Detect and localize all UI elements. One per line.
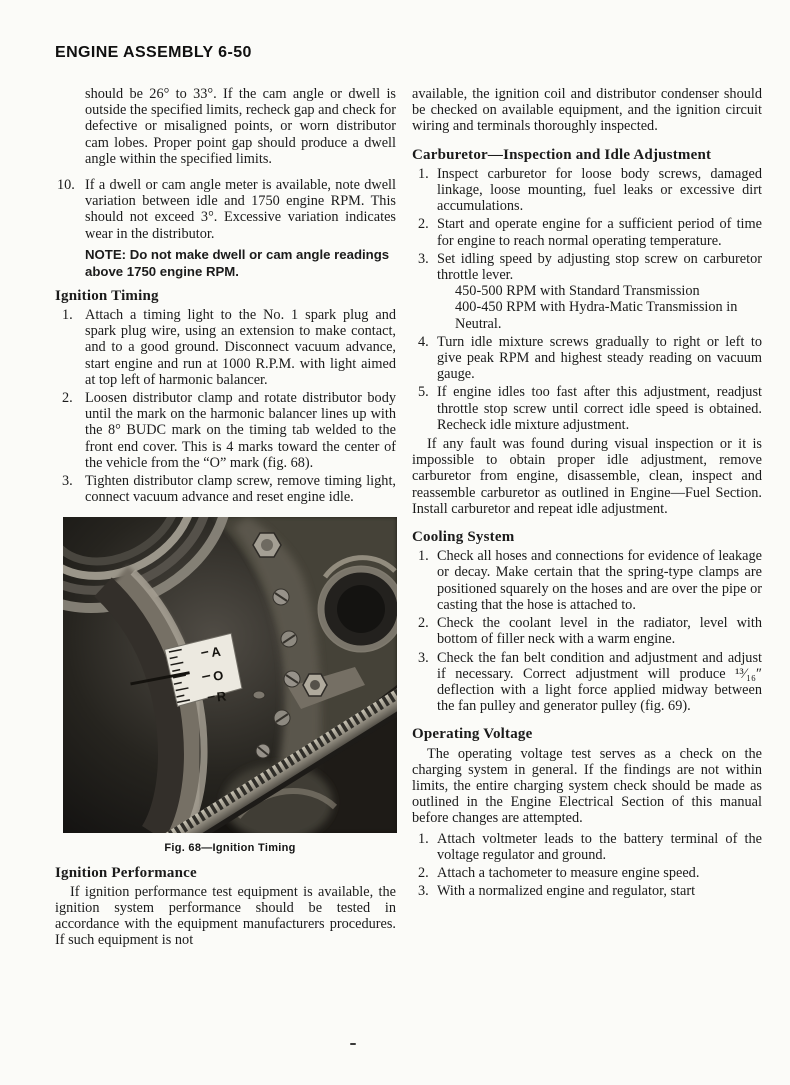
item-text: Attach a timing light to the No. 1 spark plug and spark plug wire, using an extension to make contact, and to a good ground. Disconnect vacuum advance, start engine and run at 1000 R.P.M. with light aimed at top left of harmonic balancer. (85, 307, 396, 388)
item-number: 10. (57, 177, 75, 194)
list-item (412, 865, 762, 881)
section-heading-carburetor: Carburetor—Inspection and Idle Adjustment (412, 146, 712, 163)
list-item (412, 831, 762, 863)
list-item (412, 384, 762, 433)
item-text: Attach a tachometer to measure engine speed. (437, 864, 700, 881)
list-item (55, 307, 396, 388)
list-item (412, 166, 762, 215)
section-heading-cooling: Cooling System (412, 529, 515, 546)
section-heading-ignition-performance: Ignition Performance (55, 864, 197, 881)
right-column (412, 86, 762, 899)
paragraph-operating-voltage: The operating voltage test serves as a check on the charging system in general. If the findings are not within limits, the entire charging system check should be made as outlined in the Engine Electrical Section of this manual before changes are attempted. (412, 745, 762, 827)
tab-letter-r: R (215, 688, 227, 705)
list-item (412, 334, 762, 383)
figure-caption: Fig. 68—Ignition Timing (164, 842, 296, 855)
item-text: With a normalized engine and regulator, start (437, 883, 696, 900)
figure-68-photo (63, 517, 397, 833)
item-number: 1. (418, 830, 429, 847)
item-number: 2. (418, 216, 429, 233)
list-item (55, 390, 396, 471)
paragraph-dwell-continued: should be 26° to 33°. If the cam angle or dwell is outside the specified limits, recheck gap and check for defective or misaligned points, or worn distributor cam lobes. Proper point gap should produce a dwell angle within the specified limits. (85, 86, 396, 167)
list-item (55, 473, 396, 505)
list-item (412, 650, 762, 715)
item-text: If a dwell or cam angle meter is available, note dwell variation between idle and 1750 engine RPM. This should not exceed 3°. Excessive variation indicates wear in the distributor. (85, 177, 396, 242)
item-number: 3. (418, 250, 429, 267)
tab-letter-o: O (212, 668, 225, 685)
list-item (412, 216, 762, 248)
item-text: Start and operate engine for a sufficient period of time for engine to reach normal operating temperature. (437, 216, 762, 249)
paragraph-coil-continued: available, the ignition coil and distributor condenser should be checked on available equipment, and the ignition circuit wiring and terminals thoroughly inspected. (412, 86, 762, 135)
section-heading-ignition-timing: Ignition Timing (55, 287, 159, 304)
page-header: ENGINE ASSEMBLY 6-50 (55, 44, 252, 61)
item-text: Turn idle mixture screws gradually to right or left to give peak RPM and highest steady reading on vacuum gauge. (437, 333, 762, 383)
item-number: 5. (418, 384, 429, 401)
item-text: Check all hoses and connections for evidence of leakage or decay. Make certain that the spring-type clamps are positioned squarely on the hoses and are over the pipe or casting that the hose is attached to. (437, 548, 762, 613)
item-text: If engine idles too fast after this adjustment, readjust throttle stop screw until correct idle speed is obtained. Recheck idle mixture adjustment. (437, 384, 762, 433)
figure-68 (63, 517, 397, 833)
rpm-spec-hydramatic: 400-450 RPM with Hydra-Matic Transmission in Neutral. (455, 299, 738, 332)
paragraph-ignition-performance: If ignition performance test equipment is available, the ignition system performance should be tested in accordance with the equipment manufacturers procedures. If such equipment is not (55, 883, 396, 949)
list-item-10 (55, 177, 396, 242)
list-item (412, 251, 762, 332)
item-number: 2. (62, 390, 73, 407)
item-text: Check the fan belt condition and adjustment and adjust if necessary. Correct adjustment will produce ¹³⁄₁₆″ deflection with a light force applied midway between the fan pulley and generator pulley (fig. 69). (437, 649, 762, 715)
list-item (412, 883, 762, 899)
item-number: 3. (62, 473, 73, 490)
item-number: 2. (418, 615, 429, 632)
paragraph-carburetor-fault: If any fault was found during visual inspection or it is impossible to obtain proper idle adjustment, remove carburetor from engine, disassemble, clean, inspect and reassemble carburetor as outlined in Engine—Fuel Section. Install carburetor and repeat idle adjustment. (412, 436, 762, 517)
note-block: NOTE: Do not make dwell or cam angle readings above 1750 engine RPM. (85, 246, 390, 279)
item-text: Loosen distributor clamp and rotate distributor body until the mark on the harmonic balancer lines up with the 8° BUDC mark on the timing tab welded to the front end cover. This is 4 marks toward the center of the vehicle from the “O” mark (fig. 68). (85, 390, 396, 471)
item-number: 3. (418, 649, 429, 666)
item-text: Attach voltmeter leads to the battery terminal of the voltage regulator and ground. (437, 830, 762, 863)
print-artifact (350, 1043, 356, 1045)
item-number: 1. (62, 307, 73, 324)
list-item (412, 615, 762, 647)
item-number: 3. (418, 883, 429, 900)
item-number: 4. (418, 333, 429, 350)
left-column (55, 86, 396, 949)
item-text: Check the coolant level in the radiator, level with bottom of filler neck with a warm engine. (437, 615, 762, 648)
list-item (412, 548, 762, 613)
section-heading-operating-voltage: Operating Voltage (412, 726, 533, 743)
item-text-main: Set idling speed by adjusting stop screw on carburetor throttle lever. (437, 250, 762, 284)
tab-letter-a: A (210, 644, 222, 661)
item-number: 2. (418, 864, 429, 881)
item-number: 1. (418, 165, 429, 182)
rpm-spec-lines (437, 283, 762, 332)
rpm-spec-standard: 450-500 RPM with Standard Transmission (455, 283, 700, 300)
item-text: Inspect carburetor for loose body screws, damaged linkage, loose mounting, fuel leaks or excessive dirt accumulations. (437, 165, 762, 215)
item-text: Tighten distributor clamp screw, remove timing light, connect vacuum advance and reset engine idle. (85, 473, 396, 506)
item-number: 1. (418, 548, 429, 565)
item-text (437, 251, 762, 332)
hex-bolt (253, 533, 281, 557)
